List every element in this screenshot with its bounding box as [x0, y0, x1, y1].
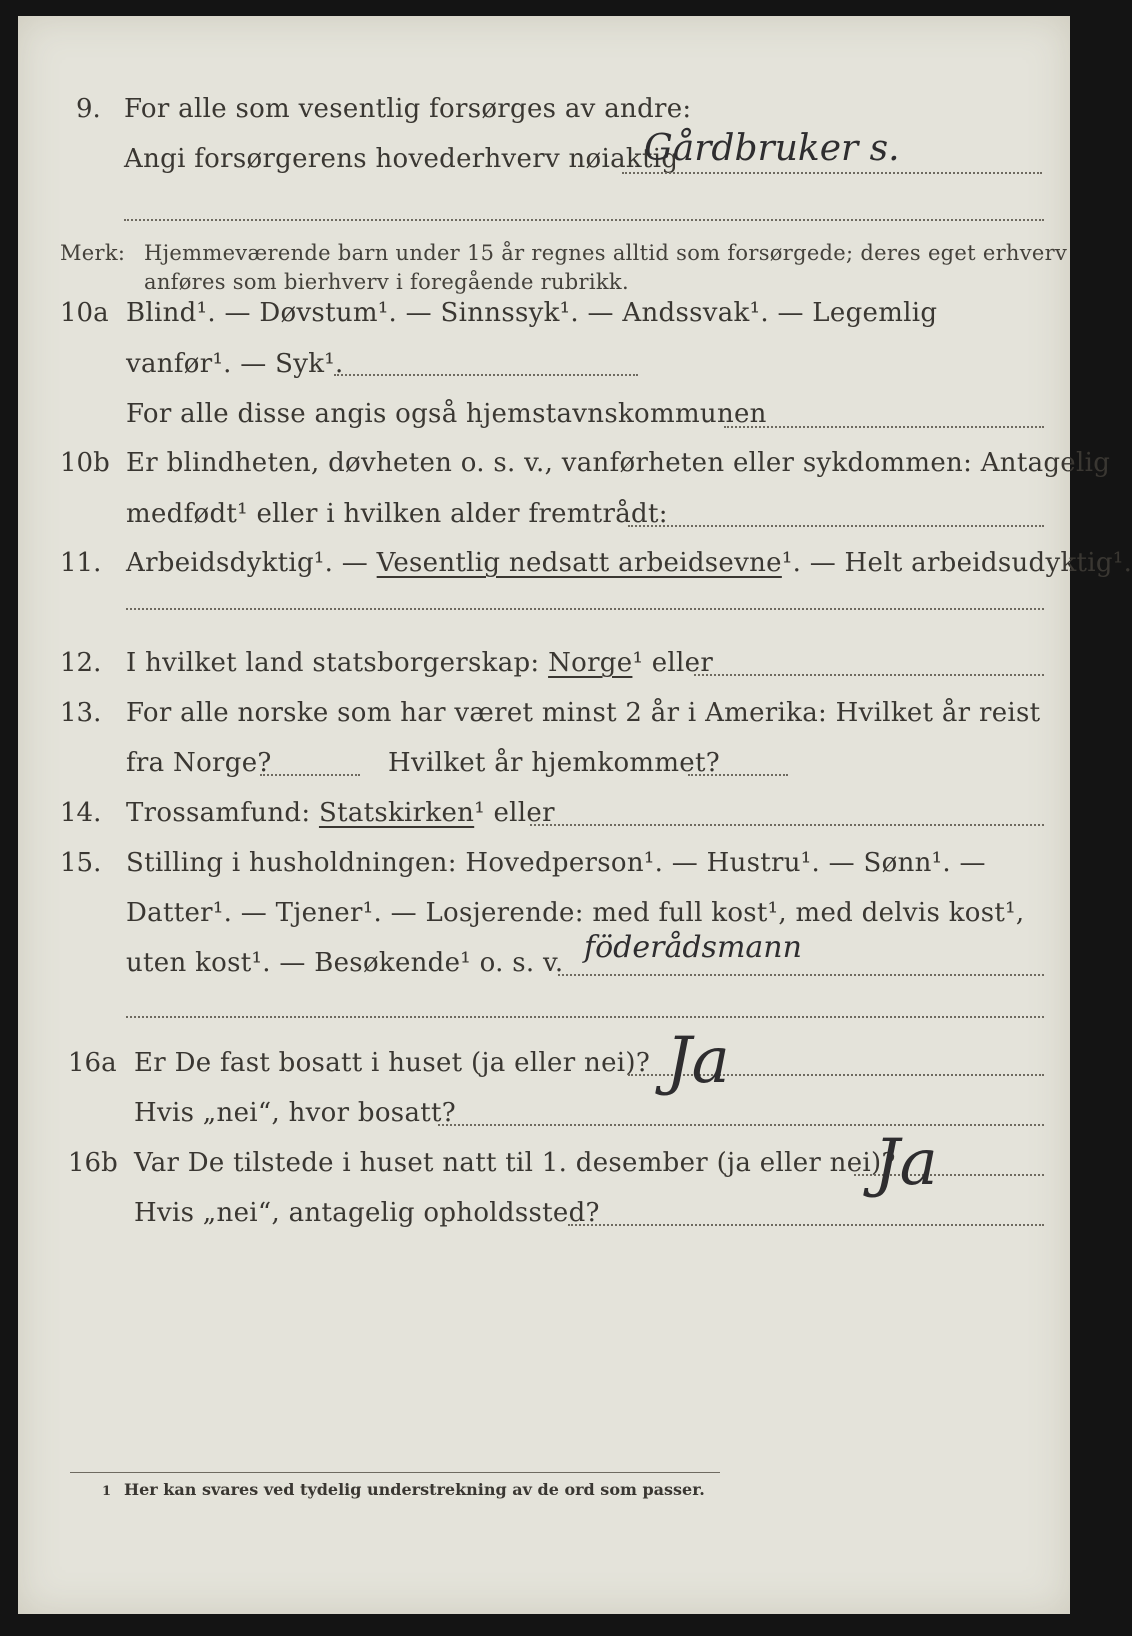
q16a-line1: Er De fast bosatt i huset (ja eller nei)?	[134, 1048, 651, 1078]
q10b-number: 10b	[60, 448, 110, 478]
q14-underlined-answer: Statskirken	[318, 798, 475, 828]
q11-prefix: Arbeidsdyktig¹. —	[126, 548, 377, 578]
q11-line	[126, 548, 1132, 578]
q14-suffix: ¹ eller	[474, 798, 555, 828]
q9-number: 9.	[76, 94, 101, 124]
merk-label: Merk:	[60, 241, 126, 265]
q16a-handwritten-answer: Ja	[666, 1024, 730, 1098]
q9-line1: For alle som vesentlig forsørges av andre:	[124, 94, 692, 124]
q11-answer-line	[126, 608, 1044, 610]
q9-handwritten-answer: Gårdbruker s.	[644, 128, 900, 169]
q12-prefix: I hvilket land statsborgerskap:	[126, 648, 549, 678]
q16a-line2: Hvis „nei“, hvor bosatt?	[134, 1098, 456, 1128]
q15-line2: Datter¹. — Tjener¹. — Losjerende: med full kost¹, med delvis kost¹,	[126, 898, 1025, 928]
q10b-line1: Er blindheten, døvheten o. s. v., vanførheten eller sykdommen: Antagelig	[126, 448, 1111, 478]
q13-hjemkommet-answer-line	[688, 774, 788, 776]
q11-underlined-answer: Vesentlig nedsatt arbeidsevne	[376, 548, 782, 578]
q16b-opholdssted-answer-line	[568, 1224, 1044, 1226]
q12-line	[126, 648, 713, 678]
q16a-number: 16a	[68, 1048, 117, 1078]
q12-answer-line	[694, 674, 1044, 676]
q14-answer-line	[530, 824, 1044, 826]
q9-answer-line	[622, 172, 1042, 174]
q10b-answer-line	[628, 525, 1044, 527]
q16b-handwritten-answer: Ja	[874, 1126, 938, 1200]
q11-number: 11.	[60, 548, 102, 578]
q13-line1: For alle norske som har været minst 2 år i Amerika: Hvilket år reist	[126, 698, 1041, 728]
q15-line3: uten kost¹. — Besøkende¹ o. s. v.	[126, 948, 564, 978]
q9-line2: Angi forsørgerens hovederhverv nøiaktig	[124, 144, 679, 174]
q16b-line2: Hvis „nei“, antagelig opholdssted?	[134, 1198, 600, 1228]
q14-line	[126, 798, 555, 828]
q15-handwritten-answer: föderådsmann	[584, 930, 802, 965]
q12-suffix: ¹ eller	[632, 648, 714, 678]
q16a-bosatt-answer-line	[438, 1124, 1044, 1126]
footnote-mark: 1	[102, 1484, 112, 1499]
q12-underlined-answer: Norge	[548, 648, 633, 678]
q14-prefix: Trossamfund:	[126, 798, 319, 828]
census-form-page	[18, 16, 1132, 1614]
q10a-number: 10a	[60, 298, 109, 328]
footnote-rule	[70, 1472, 720, 1473]
q10a-line2-answer-line	[334, 374, 638, 376]
q13-number: 13.	[60, 698, 102, 728]
q15-number: 15.	[60, 848, 102, 878]
merk-line2: anføres som bierhverv i foregående rubrikk.	[144, 270, 629, 294]
q10a-line3: For alle disse angis også hjemstavnskommunen	[126, 399, 767, 429]
q15-line1: Stilling i husholdningen: Hovedperson¹. — Hustru¹. — Sønn¹. —	[126, 848, 986, 878]
q10a-line1: Blind¹. — Døvstum¹. — Sinnssyk¹. — Andssvak¹. — Legemlig	[126, 298, 938, 328]
section-separator-line	[126, 1016, 1044, 1018]
q15-answer-line	[558, 974, 1044, 976]
merk-line1: Hjemmeværende barn under 15 år regnes alltid som forsørgede; deres eget erhverv	[144, 241, 1068, 265]
q16b-line1: Var De tilstede i huset natt til 1. desember (ja eller nei)?	[134, 1148, 896, 1178]
q12-number: 12.	[60, 648, 102, 678]
q13-line2b: Hvilket år hjemkommet?	[388, 748, 720, 778]
q13-reist-answer-line	[260, 774, 360, 776]
q10a-line2: vanfør¹. — Syk¹.	[126, 349, 344, 379]
q9-answer-line-2	[124, 219, 1044, 221]
q10b-line2: medfødt¹ eller i hvilken alder fremtrådt:	[126, 499, 668, 529]
q10a-line3-answer-line	[724, 426, 1044, 428]
q14-number: 14.	[60, 798, 102, 828]
q16b-number: 16b	[68, 1148, 118, 1178]
q13-line2a: fra Norge?	[126, 748, 272, 778]
footnote-text: Her kan svares ved tydelig understrekning av de ord som passer.	[124, 1480, 705, 1499]
q11-suffix: ¹. — Helt arbeidsudyktig¹.	[781, 548, 1132, 578]
